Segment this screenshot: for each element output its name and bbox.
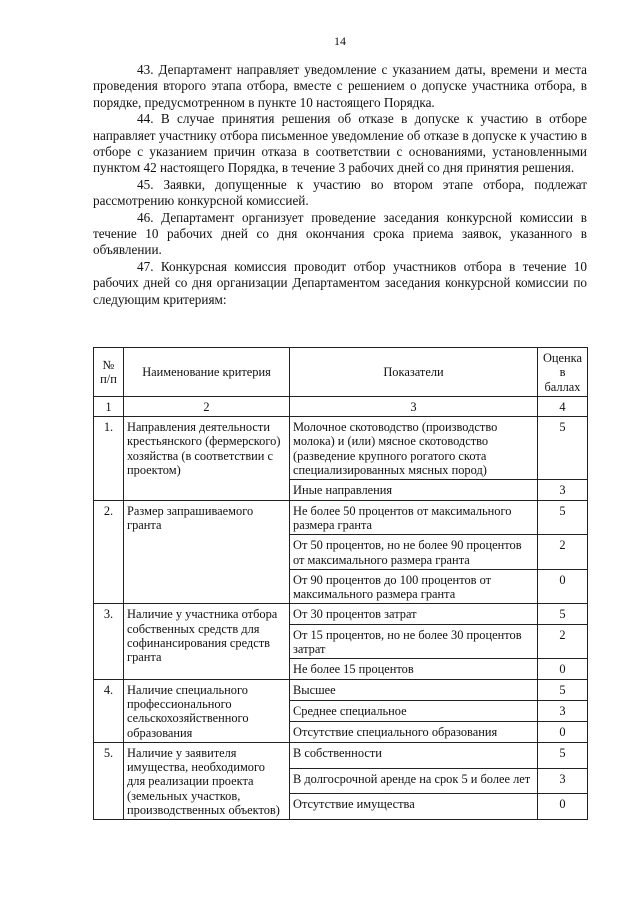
score-cell: 3 [538,700,588,721]
score-cell: 5 [538,604,588,624]
score-cell: 2 [538,535,588,570]
document-body [93,62,587,308]
score-cell: 0 [538,794,588,820]
column-number: 3 [290,396,538,416]
indicator-cell: От 30 процентов затрат [290,604,538,624]
criterion-number: 2. [94,500,124,604]
paragraph-47: 47. Конкурсная комиссия проводит отбор участников отбора в течение 10 рабочих дней со дня организации Департаментом заседания конкурсной комиссии по следующим критериям: [93,258,587,307]
score-cell: 5 [538,742,588,768]
score-cell: 5 [538,417,588,480]
criterion-name: Наличие специального профессионального сельскохозяйственного образования [124,679,290,742]
criterion-name: Наличие у участника отбора собственных средств для софинансирования средств гранта [124,604,290,679]
score-cell: 0 [538,569,588,604]
score-cell: 3 [538,768,588,794]
column-number: 4 [538,396,588,416]
criterion-number: 5. [94,742,124,819]
table-row [94,742,588,768]
indicator-cell: Отсутствие специального образования [290,721,538,742]
indicator-cell: От 50 процентов, но не более 90 процентов от максимального размера гранта [290,535,538,570]
score-cell: 5 [538,679,588,700]
indicator-cell: Высшее [290,679,538,700]
paragraph-46: 46. Департамент организует проведение заседания конкурсной комиссии в течение 10 рабочих дней со дня окончания срока приема заявок, указанного в объявлении. [93,209,587,258]
table-row [94,604,588,624]
indicator-cell: Отсутствие имущества [290,794,538,820]
score-cell: 0 [538,721,588,742]
score-cell: 5 [538,500,588,535]
paragraph-43: 43. Департамент направляет уведомление с указанием даты, времени и места проведения второго этапа отбора, вместе с решением о допуске участника отбора, в порядке, предусмотренном в пункте 10 настоящего Порядка. [93,62,587,110]
header-indicators: Показатели [290,348,538,397]
criteria-table [93,347,588,820]
indicator-cell: От 15 процентов, но не более 30 процентов затрат [290,624,538,659]
indicator-cell: Не более 15 процентов [290,659,538,679]
indicator-cell: В собственности [290,742,538,768]
table-row [94,417,588,480]
indicator-cell: Молочное скотоводство (производство молока) и (или) мясное скотоводство (разведение крупного рогатого скота специализированных мясных пород) [290,417,538,480]
score-cell: 3 [538,480,588,500]
column-number: 2 [124,396,290,416]
indicator-cell: Иные направления [290,480,538,500]
indicator-cell: В долгосрочной аренде на срок 5 и более лет [290,768,538,794]
criterion-number: 1. [94,417,124,500]
criterion-name: Направления деятельности крестьянского (фермерского) хозяйства (в соответствии с проектом) [124,417,290,500]
criterion-number: 3. [94,604,124,679]
criterion-number: 4. [94,679,124,742]
score-cell: 0 [538,659,588,679]
score-cell: 2 [538,624,588,659]
header-num: № п/п [94,348,124,397]
indicator-cell: Среднее специальное [290,700,538,721]
indicator-cell: От 90 процентов до 100 процентов от максимального размера гранта [290,569,538,604]
table-row [94,679,588,700]
paragraph-44: 44. В случае принятия решения об отказе в допуске к участию в отборе направляет участнику отбора письменное уведомление об отказе в допуске к участию в отборе с указанием причин отказа в соответствии с основаниями, установленными пунктом 42 настоящего Порядка, в течение 3 рабочих дней со дня принятия решения. [93,111,587,176]
column-number-row [94,396,588,416]
criterion-name: Наличие у заявителя имущества, необходимого для реализации проекта (земельных участков, производственных объектов) [124,742,290,819]
table-header-row [94,348,588,397]
table-row [94,500,588,535]
paragraph-45: 45. Заявки, допущенные к участию во втором этапе отбора, подлежат рассмотрению конкурсной комиссией. [93,176,587,209]
indicator-cell: Не более 50 процентов от максимального размера гранта [290,500,538,535]
page-number: 14 [334,34,346,48]
header-criterion-name: Наименование критерия [124,348,290,397]
criterion-name: Размер запрашиваемого гранта [124,500,290,604]
column-number: 1 [94,396,124,416]
header-score: Оценка в баллах [538,348,588,397]
